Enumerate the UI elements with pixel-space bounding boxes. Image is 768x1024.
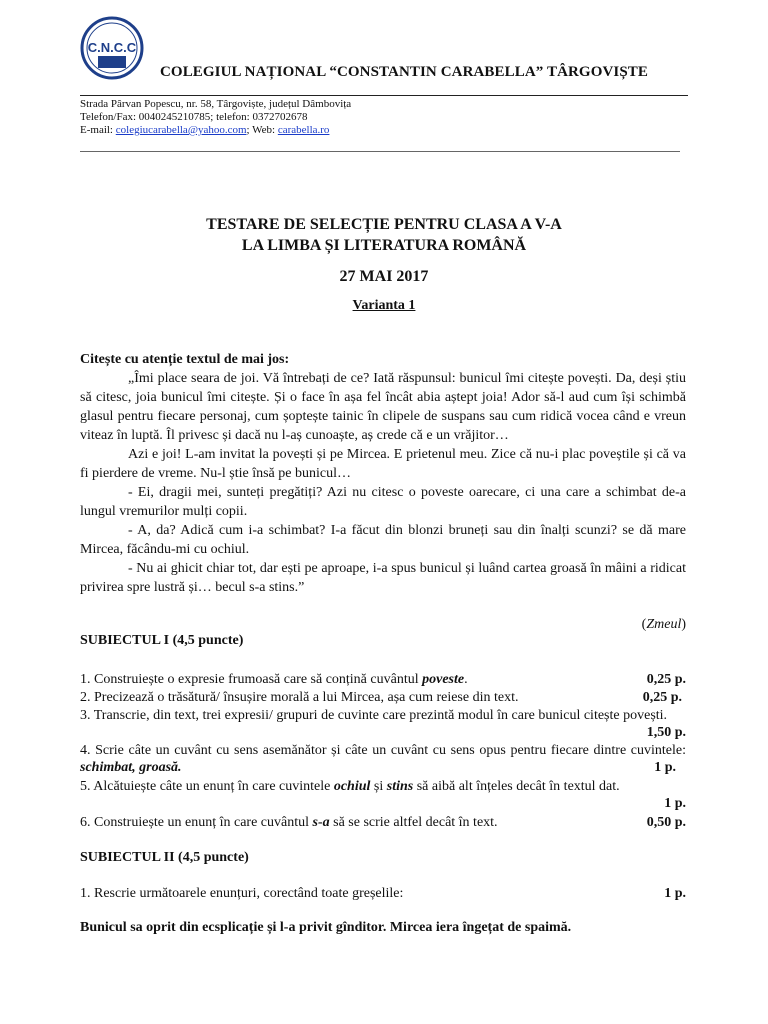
email-line	[80, 124, 351, 137]
school-logo	[80, 16, 144, 80]
email-link[interactable]: colegiucarabella@yahoo.com	[115, 124, 247, 136]
sentence-to-correct: Bunicul sa oprit din ecsplicație și l-a privit gînditor. Mircea iera îngețat de spaimă.	[80, 920, 572, 935]
q3-points: 1,50 p.	[646, 725, 686, 740]
q5-points: 1 p.	[664, 796, 686, 811]
reading-text	[80, 369, 686, 597]
web-link[interactable]: carabella.ro	[277, 124, 330, 136]
email-label: E-mail:	[80, 124, 116, 136]
contact-rule	[80, 151, 680, 152]
q6-text: 6. Construiește un enunț în care cuvântul	[80, 815, 313, 830]
q4-keywords: schimbat, groasă.	[80, 760, 182, 775]
q1-keyword: poveste	[422, 672, 465, 687]
s2-q1-text: 1. Rescrie următoarele enunțuri, corectând toate greșelile:	[80, 886, 404, 901]
q5-keyword-2: stins	[386, 779, 414, 794]
q1-text: 1. Construiește o expresie frumoasă care să conțină cuvântul	[80, 672, 423, 687]
web-label: ; Web:	[246, 124, 278, 136]
contact-block	[80, 98, 351, 137]
q5-and: și	[370, 779, 387, 794]
text-source	[642, 617, 686, 633]
question-3	[80, 707, 686, 741]
q5-text-end: să aibă alt înțeles decât în textul dat.	[413, 779, 620, 794]
subject-2-question-1	[80, 885, 686, 902]
source-paren-close: )	[681, 617, 686, 632]
question-2	[80, 689, 686, 706]
question-1	[80, 671, 686, 688]
reading-instruction: Citește cu atenție textul de mai jos:	[80, 352, 290, 367]
title-line-1: TESTARE DE SELECȚIE PENTRU CLASA A V-A	[206, 216, 562, 233]
q2-text: 2. Precizează o trăsătură/ însușire morală a lui Mircea, așa cum reiese din text.	[80, 690, 519, 705]
q6-keyword: s-a	[312, 815, 330, 830]
q2-points: 0,25 p.	[642, 690, 682, 705]
q3-text: 3. Transcrie, din text, trei expresii/ grupuri de cuvinte care prezintă modul în care bunicul citește povești.	[80, 708, 668, 723]
dialogue-1: - Ei, dragii mei, sunteți pregătiți? Azi nu citesc o poveste oarecare, ci una care a schimbat de-a lungul vremurilor mulți copii.	[80, 485, 686, 519]
question-6	[80, 814, 686, 831]
source-paren-open: (	[641, 617, 647, 632]
q6-points: 0,50 p.	[646, 815, 686, 830]
address: Strada Pârvan Popescu, nr. 58, Târgoviște, județul Dâmbovița	[80, 98, 352, 110]
question-5	[80, 778, 686, 812]
q1-points: 0,25 p.	[646, 672, 686, 687]
source-title: Zmeul	[646, 617, 682, 632]
q5-text: 5. Alcătuiește câte un enunț în care cuvintele	[80, 779, 334, 794]
q1-end: .	[464, 672, 468, 687]
dialogue-3: - Nu ai ghicit chiar tot, dar ești pe aproape, i-a spus bunicul și luând cartea groasă în mâini a ridicat privirea spre lustră și… becul s-a stins.”	[80, 561, 686, 595]
subject-2-heading: SUBIECTUL II (4,5 puncte)	[80, 850, 249, 865]
logo-text: C.N.C.C	[87, 40, 137, 55]
exam-date: 27 MAI 2017	[339, 268, 429, 285]
q5-keyword-1: ochiul	[333, 779, 371, 794]
phone: Telefon/Fax: 0040245210785; telefon: 0372702678	[80, 111, 308, 123]
school-name: COLEGIUL NAȚIONAL “CONSTANTIN CARABELLA” TÂRGOVIȘTE	[160, 64, 648, 80]
q6-text-end: să se scrie altfel decât în text.	[329, 815, 498, 830]
dialogue-2: - A, da? Adică cum i-a schimbat? I-a făcut din blonzi bruneți sau din înalți scunzi? se dă mare Mircea, făcându-mi cu ochiul.	[80, 523, 686, 557]
question-4	[80, 742, 686, 776]
subject-1-heading: SUBIECTUL I (4,5 puncte)	[80, 633, 244, 648]
s2-q1-points: 1 p.	[664, 886, 686, 901]
q4-points: 1 p.	[654, 760, 676, 775]
q4-text: 4. Scrie câte un cuvânt cu sens asemănător și câte un cuvânt cu sens opus pentru fiecare dintre cuvintele:	[80, 743, 686, 758]
variant-label: Varianta 1	[352, 298, 416, 313]
title-line-2: LA LIMBA ȘI LITERATURA ROMÂNĂ	[241, 237, 527, 254]
paragraph-2: Azi e joi! L-am invitat la povești și pe Mircea. E prietenul meu. Zice că nu-i plac poveștile și că va fi pierdere de vreme. Nu-l știe însă pe bunicul…	[80, 447, 686, 481]
paragraph-1: „Îmi place seara de joi. Vă întrebați de ce? Iată răspunsul: bunicul îmi citește povești. Da, deși știu să citesc, joia bunicul îmi citește. Și o face în așa fel încât abia aștept joia! Ador să-l aud cum își schimbă glasul pentru fiecare personaj, cum șoptește tainic în clipele de suspans sau cum ridică vocea când e vreun viteaz în luptă. Îl privesc și dacă nu l-aș cunoaște, aș crede că e un vrăjitor…	[80, 371, 686, 443]
header-rule	[80, 95, 688, 96]
